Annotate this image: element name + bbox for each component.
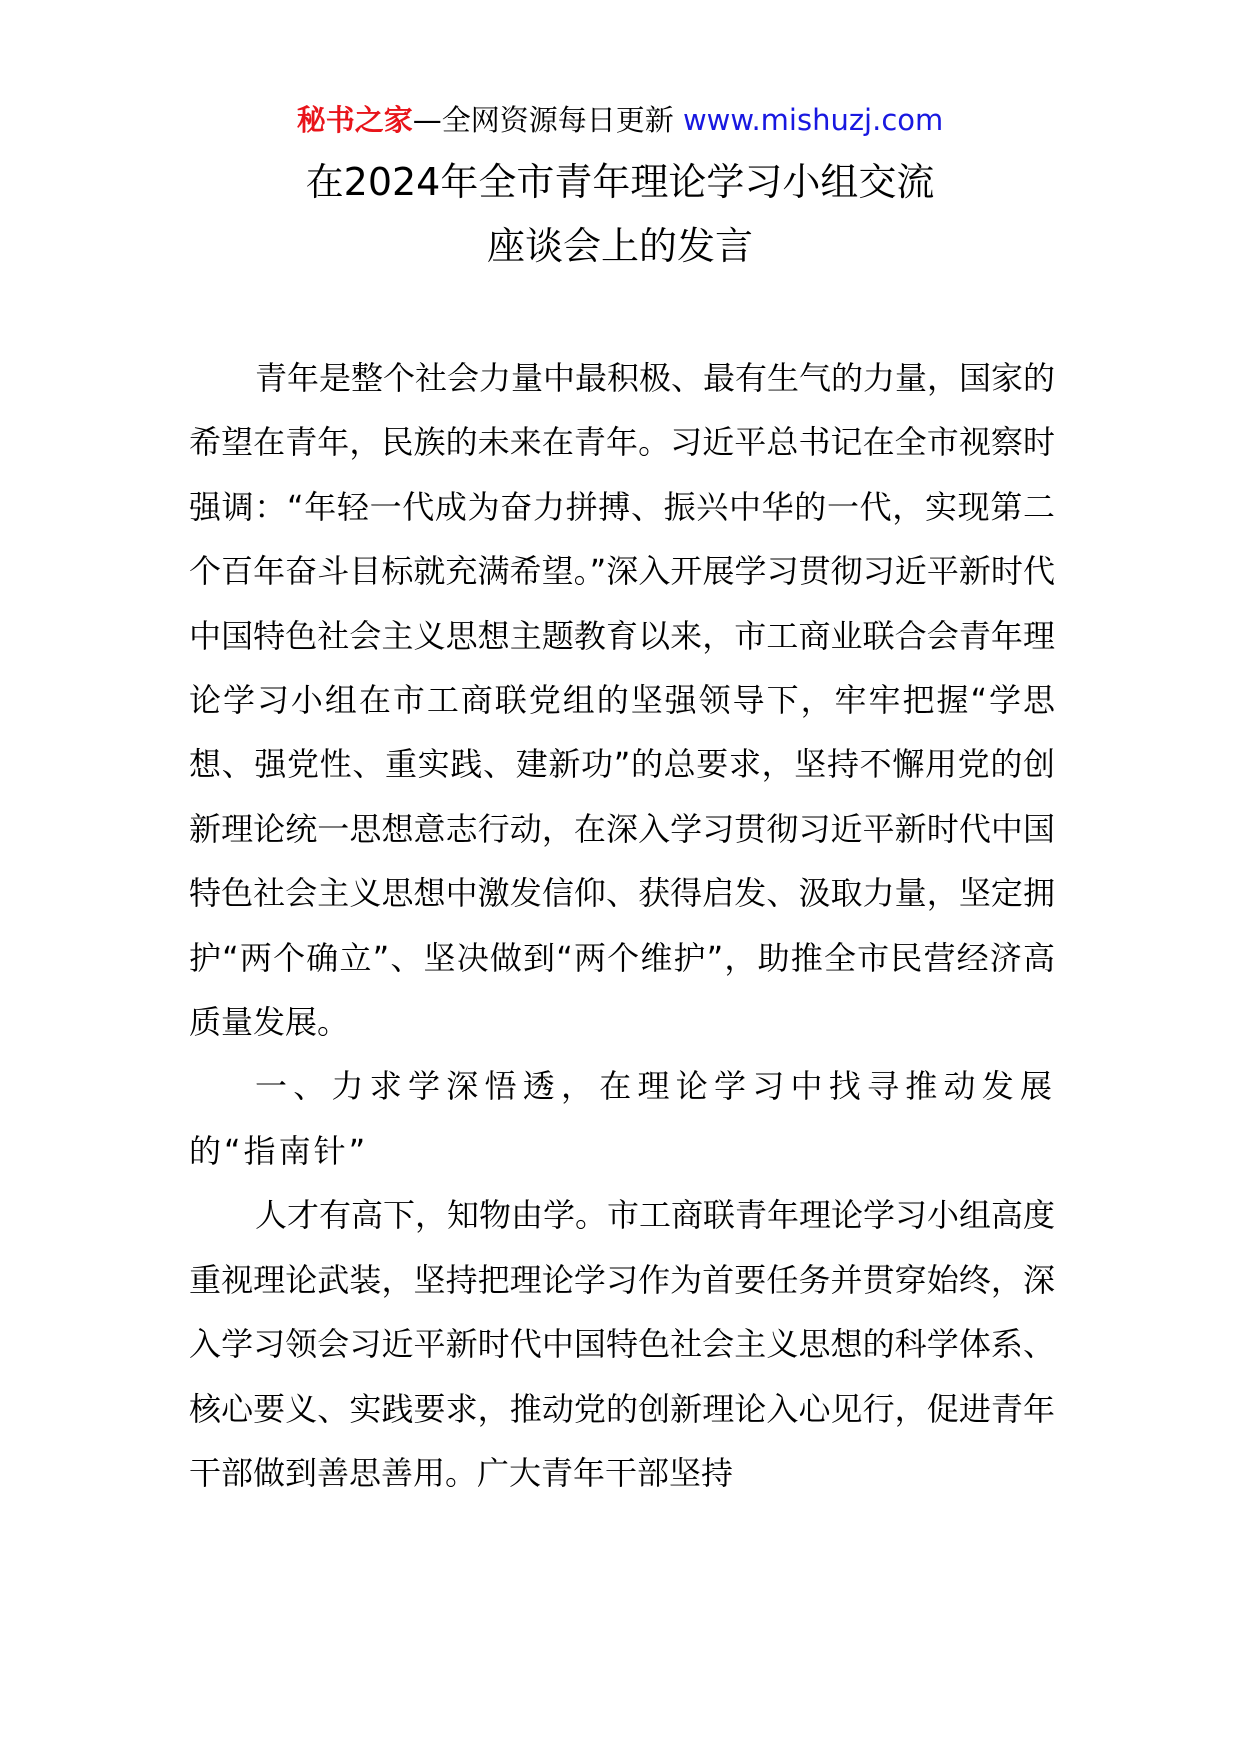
title-line-1: 在2024年全市青年理论学习小组交流 — [305, 160, 935, 204]
header-tagline: —全网资源每日更新 — [412, 103, 674, 137]
watermark-header — [0, 100, 1240, 140]
header-url-link[interactable]: www.mishuzj.com — [682, 103, 944, 137]
paragraph-intro: 青年是整个社会力量中最积极、最有生气的力量，国家的希望在青年，民族的未来在青年。习近平总书记在全市视察时强调：“年轻一代成为奋力拼搏、振兴中华的一代，实现第二个百年奋斗目标就充满希望。”深入开展学习贯彻习近平新时代中国特色社会主义思想主题教育以来，市工商业联合会青年理论学习小组在市工商联党组的坚强领导下，牢牢把握“学思想、强党性、重实践、建新功”的总要求，坚持不懈用党的创新理论统一思想意志行动，在深入学习贯彻习近平新时代中国特色社会主义思想中激发信仰、获得启发、汲取力量，坚定拥护“两个确立”、坚决做到“两个维护”，助推全市民营经济高质量发展。 — [189, 359, 1056, 1042]
section-heading-1: 一、力求学深悟透，在理论学习中找寻推动发展的“指南针” — [189, 1067, 1055, 1170]
document-body — [189, 346, 1055, 1505]
header-brand: 秘书之家 — [296, 103, 413, 137]
document-title — [0, 150, 1240, 278]
title-line-2: 座谈会上的发言 — [486, 224, 753, 268]
paragraph-section-1: 人才有高下，知物由学。市工商联青年理论学习小组高度重视理论武装，坚持把理论学习作为首要任务并贯穿始终，深入学习领会习近平新时代中国特色社会主义思想的科学体系、核心要义、实践要求，推动党的创新理论入心见行，促进青年干部做到善思善用。广大青年干部坚持 — [189, 1196, 1056, 1492]
